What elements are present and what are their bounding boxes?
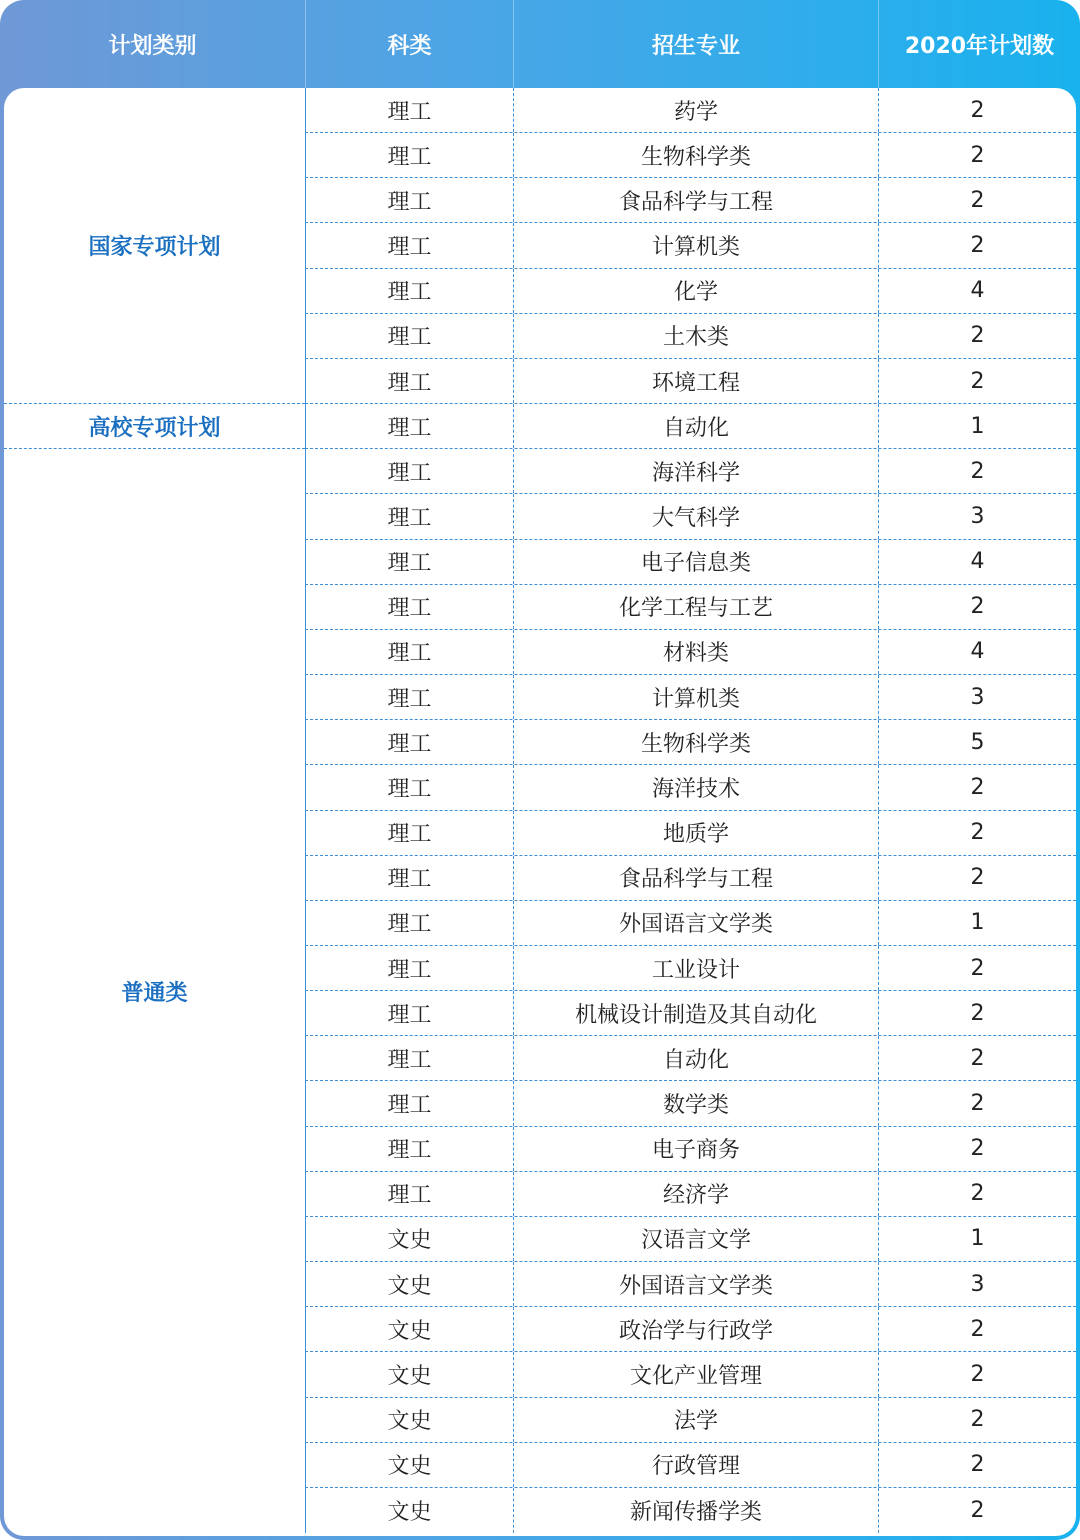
subject-cell: 理工 [305, 1036, 513, 1080]
subject-cell: 理工 [305, 630, 513, 674]
table-row [305, 991, 1076, 1036]
table-row [305, 765, 1076, 810]
major-cell: 计算机类 [513, 223, 878, 267]
table-row [305, 314, 1076, 359]
header-plan-category: 计划类别 [108, 33, 197, 59]
count-cell: 4 [878, 540, 1076, 584]
subject-cell: 理工 [305, 269, 513, 313]
table-row [305, 1127, 1076, 1172]
table-row [305, 1036, 1076, 1081]
table-row [305, 1081, 1076, 1126]
major-cell: 电子信息类 [513, 540, 878, 584]
subject-cell: 理工 [305, 811, 513, 855]
table-row [305, 223, 1076, 268]
count-cell: 4 [878, 269, 1076, 313]
subject-cell: 理工 [305, 494, 513, 538]
plan-category-cell: 普通类 [121, 980, 188, 1006]
subject-cell: 理工 [305, 449, 513, 493]
table-row [305, 178, 1076, 223]
count-cell: 2 [878, 765, 1076, 809]
table-row [305, 856, 1076, 901]
count-cell: 2 [878, 946, 1076, 990]
count-cell: 2 [878, 359, 1076, 403]
subject-cell: 理工 [305, 991, 513, 1035]
count-cell: 2 [878, 133, 1076, 177]
table-row [305, 1217, 1076, 1262]
major-cell: 法学 [513, 1398, 878, 1442]
major-cell: 外国语言文学类 [513, 1262, 878, 1306]
major-cell: 工业设计 [513, 946, 878, 990]
subject-cell: 理工 [305, 1127, 513, 1171]
count-cell: 3 [878, 675, 1076, 719]
major-cell: 材料类 [513, 630, 878, 674]
major-cell: 化学 [513, 269, 878, 313]
table-body [4, 88, 1076, 1536]
plan-category-cell: 国家专项计划 [4, 88, 305, 404]
major-cell: 政治学与行政学 [513, 1307, 878, 1351]
table-row [305, 1262, 1076, 1307]
count-cell: 2 [878, 1307, 1076, 1351]
major-cell: 大气科学 [513, 494, 878, 538]
table-row [305, 1352, 1076, 1397]
subject-cell: 文史 [305, 1307, 513, 1351]
subject-cell: 文史 [305, 1443, 513, 1487]
header-subject: 科类 [305, 0, 513, 88]
subject-cell: 理工 [305, 946, 513, 990]
count-cell: 2 [878, 1172, 1076, 1216]
table-row [305, 494, 1076, 539]
major-cell: 数学类 [513, 1081, 878, 1125]
table-row [305, 1307, 1076, 1352]
major-cell: 食品科学与工程 [513, 178, 878, 222]
count-cell: 2 [878, 88, 1076, 132]
count-cell: 2 [878, 1443, 1076, 1487]
major-cell: 新闻传播学类 [513, 1488, 878, 1533]
major-cell: 机械设计制造及其自动化 [513, 991, 878, 1035]
subject-cell: 理工 [305, 404, 513, 448]
subject-cell: 文史 [305, 1217, 513, 1261]
major-cell: 经济学 [513, 1172, 878, 1216]
count-cell: 2 [878, 1127, 1076, 1171]
table-row [305, 133, 1076, 178]
count-cell: 1 [878, 901, 1076, 945]
subject-cell: 文史 [305, 1398, 513, 1442]
subject-cell: 理工 [305, 856, 513, 900]
subject-cell: 理工 [305, 1081, 513, 1125]
major-cell: 食品科学与工程 [513, 856, 878, 900]
table-row [305, 359, 1076, 404]
major-cell: 生物科学类 [513, 133, 878, 177]
major-cell: 海洋科学 [513, 449, 878, 493]
subject-cell: 理工 [305, 223, 513, 267]
count-cell: 1 [878, 1217, 1076, 1261]
count-cell: 2 [878, 1488, 1076, 1533]
major-cell: 电子商务 [513, 1127, 878, 1171]
count-cell: 2 [878, 314, 1076, 358]
table-row [305, 1172, 1076, 1217]
plan-category-column [4, 88, 305, 1536]
major-cell: 化学工程与工艺 [513, 585, 878, 629]
major-cell: 土木类 [513, 314, 878, 358]
table-row [305, 946, 1076, 991]
table-row [305, 811, 1076, 856]
count-cell: 1 [878, 404, 1076, 448]
table-row [305, 720, 1076, 765]
count-cell: 5 [878, 720, 1076, 764]
table-rows [305, 88, 1076, 1533]
table-row [305, 585, 1076, 630]
subject-cell: 理工 [305, 765, 513, 809]
subject-cell: 理工 [305, 178, 513, 222]
major-cell: 海洋技术 [513, 765, 878, 809]
table-row [305, 540, 1076, 585]
header-major: 招生专业 [513, 0, 878, 88]
subject-cell: 理工 [305, 359, 513, 403]
count-cell: 2 [878, 811, 1076, 855]
count-cell: 4 [878, 630, 1076, 674]
count-cell: 2 [878, 449, 1076, 493]
table-row [305, 1443, 1076, 1488]
major-cell: 行政管理 [513, 1443, 878, 1487]
subject-cell: 理工 [305, 901, 513, 945]
count-cell: 3 [878, 494, 1076, 538]
subject-cell: 理工 [305, 675, 513, 719]
count-cell: 2 [878, 991, 1076, 1035]
major-cell: 药学 [513, 88, 878, 132]
table-row [305, 88, 1076, 133]
count-cell: 2 [878, 1352, 1076, 1396]
major-cell: 文化产业管理 [513, 1352, 878, 1396]
subject-cell: 文史 [305, 1352, 513, 1396]
table-row [305, 630, 1076, 675]
count-cell: 2 [878, 1081, 1076, 1125]
count-cell: 2 [878, 1036, 1076, 1080]
subject-cell: 文史 [305, 1262, 513, 1306]
table-row [305, 901, 1076, 946]
subject-cell: 理工 [305, 1172, 513, 1216]
count-cell: 2 [878, 1398, 1076, 1442]
major-cell: 外国语言文学类 [513, 901, 878, 945]
table-row [305, 675, 1076, 720]
major-cell: 地质学 [513, 811, 878, 855]
subject-cell: 理工 [305, 585, 513, 629]
subject-cell: 理工 [305, 88, 513, 132]
subject-cell: 理工 [305, 540, 513, 584]
table-row [305, 404, 1076, 449]
count-cell: 2 [878, 585, 1076, 629]
count-cell: 2 [878, 178, 1076, 222]
table-row [305, 269, 1076, 314]
plan-category-cell: 高校专项计划 [4, 404, 305, 449]
count-cell: 2 [878, 856, 1076, 900]
subject-cell: 理工 [305, 133, 513, 177]
count-cell: 2 [878, 223, 1076, 267]
header-count: 2020年计划数 [878, 0, 1080, 88]
major-cell: 环境工程 [513, 359, 878, 403]
table-header [0, 0, 1080, 88]
table-row [305, 449, 1076, 494]
major-cell: 生物科学类 [513, 720, 878, 764]
major-cell: 自动化 [513, 404, 878, 448]
subject-cell: 文史 [305, 1488, 513, 1533]
table-row [305, 1488, 1076, 1533]
major-cell: 汉语言文学 [513, 1217, 878, 1261]
major-cell: 自动化 [513, 1036, 878, 1080]
subject-cell: 理工 [305, 314, 513, 358]
major-cell: 计算机类 [513, 675, 878, 719]
count-cell: 3 [878, 1262, 1076, 1306]
subject-cell: 理工 [305, 720, 513, 764]
table-row [305, 1398, 1076, 1443]
